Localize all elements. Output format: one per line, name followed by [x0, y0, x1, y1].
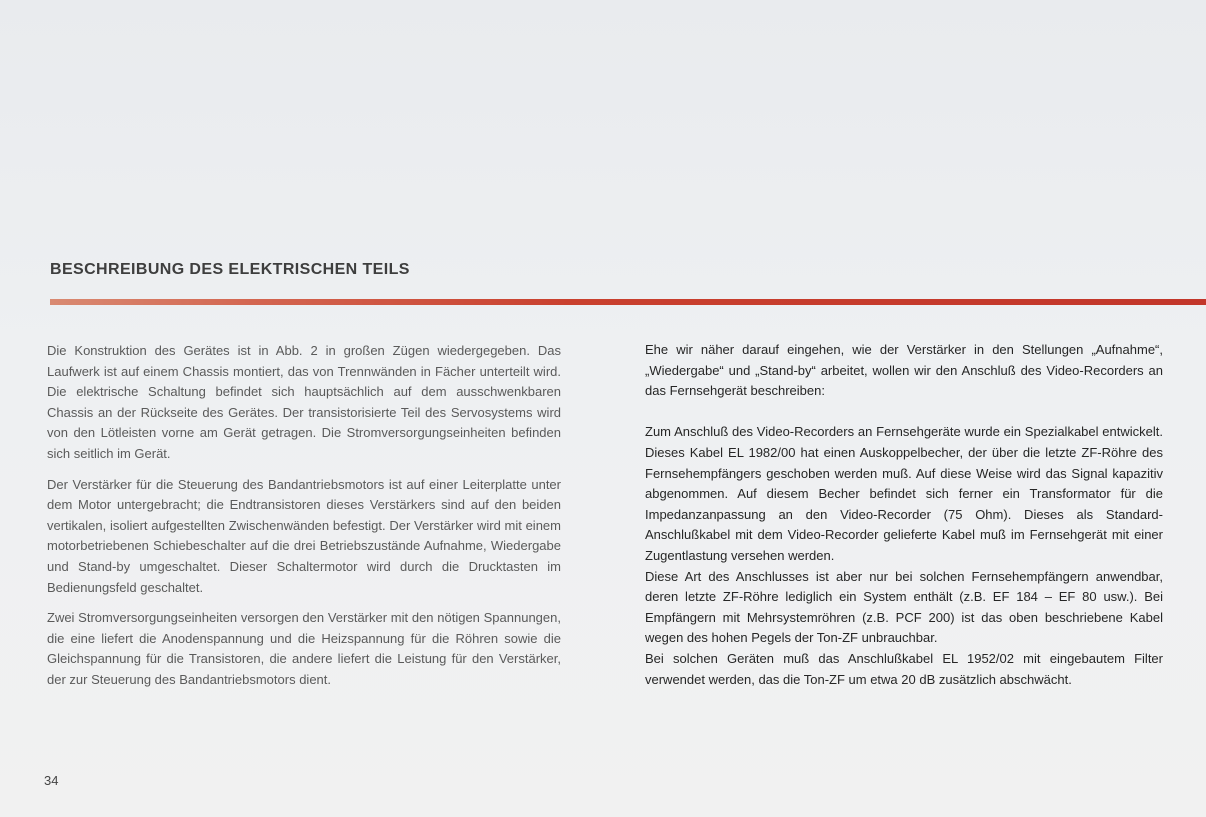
left-paragraph-1: Die Konstruktion des Gerätes ist in Abb. 2 in großen Zügen wiedergegeben. Das Laufwerk ist auf einem Chassis montiert, das von Trennwänden in Fächer unterteilt wird. Die elektrische Schaltung befindet sich hauptsächlich auf dem ausschwenkbaren Chassis an der Rückseite des Gerätes. Der transistorisierte Teil des Servosystems wird von den Lötleisten vorne am Gerät getragen. Die Stromversorgungseinheiten befinden sich seitlich im Gerät.: [47, 343, 561, 461]
section-heading: BESCHREIBUNG DES ELEKTRISCHEN TEILS: [50, 261, 410, 278]
right-paragraph-2: Diese Art des Anschlusses ist aber nur bei solchen Fernsehempfängern anwendbar, deren letzte ZF-Röhre lediglich ein System enthält (z.B. EF 184 – EF 80 usw.). Bei Empfängern mit Mehrsystemröhren (z.B. PCF 200) ist das oben beschriebene Kabel wegen des hohen Pegels der Ton-ZF unbrauchbar.: [645, 568, 1163, 646]
red-divider-rule: [50, 299, 1206, 305]
page-number: 34: [44, 773, 59, 788]
right-paragraph-3: Bei solchen Geräten muß das Anschlußkabel EL 1952/02 mit eingebautem Filter verwendet werden, das die Ton-ZF um etwa 20 dB zusätzlich abschwächt.: [645, 650, 1163, 687]
right-intro-paragraph: Ehe wir näher darauf eingehen, wie der Verstärker in den Stellungen „Aufnahme“, „Wiedergabe“ und „Stand-by“ arbeitet, wollen wir den Anschluß des Video-Recorders an das Fernsehgerät beschreiben:: [645, 342, 1163, 399]
right-column: [645, 340, 1163, 690]
left-paragraph-2: Der Verstärker für die Steuerung des Bandantriebsmotors ist auf einer Leiterplatte unter dem Motor untergebracht; die Endtransistoren dieses Verstärkers sind auf den beiden vertikalen, isoliert aufgestellten Zwischenwänden befestigt. Der Verstärker wird mit einem motorbetriebenen Schiebeschalter auf die drei Betriebszustände Aufnahme, Wiedergabe und Stand-by umgeschaltet. Dieser Schaltermotor wird durch die Drucktasten im Bedienungsfeld geschaltet.: [47, 476, 561, 595]
right-paragraph-1: Zum Anschluß des Video-Recorders an Fernsehgeräte wurde ein Spezialkabel entwickelt. Dieses Kabel EL 1982/00 hat einen Auskoppelbecher, der über die letzte ZF-Röhre des Fernsehempfängers geschoben werden muß. Auf diese Weise wird das Signal kapazitiv abgenommen. Auf diesem Becher befindet sich ferner ein Transformator für die Impedanzanpassung an den Video-Recorder (75 Ohm). Dieses als Standard-Anschlußkabel mit dem Video-Recorder gelieferte Kabel muß im Fernsehgerät mit einer Zugentlastung versehen werden.: [645, 424, 1163, 563]
left-paragraph-3: Zwei Stromversorgungseinheiten versorgen den Verstärker mit den nötigen Spannungen, die eine liefert die Anodenspannung und die Heizspannung für die Röhren sowie die Gleichspannung für die Transistoren, die andere liefert die Leistung für den Verstärker, der zur Steuerung des Bandantriebsmotors dient.: [47, 610, 561, 687]
left-column: [47, 341, 561, 691]
